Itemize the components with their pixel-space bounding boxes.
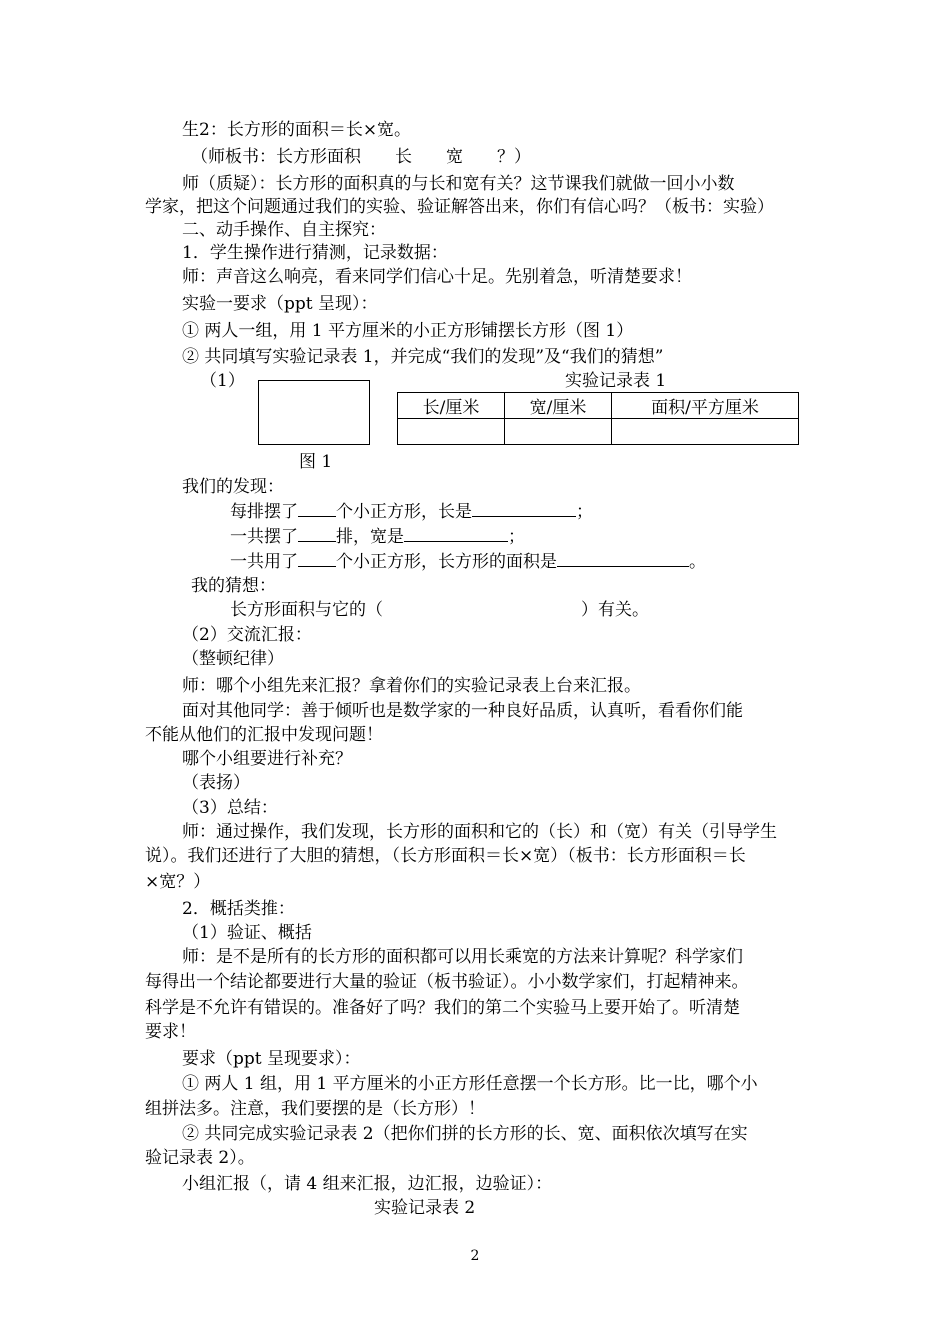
dialog-line: 师：是不是所有的长方形的面积都可以用长乘宽的方法来计算呢？科学家们 [182, 947, 743, 967]
finding-text: 个小正方形，长是 [336, 502, 472, 522]
requirement-heading: 要求（ppt 呈现要求）： [182, 1049, 361, 1069]
dialog-line: ×宽？） [145, 872, 211, 892]
requirement-item: ① 两人 1 组，用 1 平方厘米的小正方形任意摆一个长方形。比一比，哪个小 [182, 1074, 758, 1094]
fill-blank [298, 550, 336, 567]
finding-text: 。 [689, 552, 706, 572]
finding-text: 一共用了 [230, 552, 298, 572]
finding-line [230, 500, 593, 523]
dialog-line: 师：哪个小组先来汇报？拿着你们的实验记录表上台来汇报。 [182, 676, 641, 696]
finding-line [230, 525, 525, 548]
fill-blank [557, 550, 689, 567]
guess-line [230, 599, 649, 621]
dialog-line: 说）。我们还进行了大胆的猜想，（长方形面积＝长×宽）（板书：长方形面积＝长 [145, 846, 746, 866]
requirement-heading: 实验一要求（ppt 呈现）： [182, 294, 378, 314]
requirement-item: 组拼法多。注意，我们要摆的是（长方形）！ [145, 1099, 485, 1119]
dialog-line: 生2：长方形的面积＝长×宽。 [182, 120, 412, 140]
table-header-cell: 宽/厘米 [505, 393, 612, 419]
step-heading: （1）验证、概括 [182, 923, 312, 943]
guess-heading: 我的猜想： [191, 576, 276, 596]
figure-1-rectangle [258, 380, 370, 445]
findings-heading: 我们的发现： [182, 477, 284, 497]
step-heading: （2）交流汇报： [182, 625, 312, 645]
figure-caption: 图 1 [299, 452, 333, 472]
experiment-table-1 [397, 392, 799, 445]
page-number: 2 [470, 1248, 480, 1264]
step-heading: 2．概括类推： [182, 899, 295, 919]
dialog-line: 要求！ [145, 1022, 196, 1042]
dialog-line: （表扬） [182, 773, 250, 793]
finding-text: 排，宽是 [336, 527, 404, 547]
dialog-line: 师：通过操作，我们发现，长方形的面积和它的（长）和（宽）有关（引导学生 [182, 822, 777, 842]
step-heading: 1．学生操作进行猜测，记录数据： [182, 243, 448, 263]
dialog-line: 哪个小组要进行补充？ [182, 749, 352, 769]
dialog-line: （整顿纪律） [182, 649, 284, 669]
table2-title: 实验记录表 2 [374, 1198, 476, 1218]
table1-title: 实验记录表 1 [565, 371, 667, 391]
requirement-item: ② 共同完成实验记录表 2（把你们拼的长方形的长、宽、面积依次填写在实 [182, 1124, 748, 1144]
finding-text: 个小正方形，长方形的面积是 [336, 552, 557, 572]
table-header-cell: 面积/平方厘米 [612, 393, 799, 419]
finding-text: ； [576, 502, 593, 522]
finding-text: ； [508, 527, 525, 547]
figure-marker: （1） [200, 371, 245, 391]
fill-blank [472, 500, 576, 517]
table-row [398, 419, 799, 445]
dialog-line: 面对其他同学：善于倾听也是数学家的一种良好品质，认真听，看看你们能 [182, 701, 743, 721]
fill-blank [298, 500, 336, 517]
finding-line [230, 550, 706, 573]
fill-blank [404, 525, 508, 542]
dialog-line: （师板书：长方形面积 长 宽 ？） [191, 147, 531, 167]
dialog-line: 科学是不允许有错误的。准备好了吗？我们的第二个实验马上要开始了。听清楚 [145, 998, 740, 1018]
requirement-item: ② 共同填写实验记录表 1，并完成“我们的发现”及“我们的猜想” [182, 347, 664, 367]
dialog-line: 每得出一个结论都要进行大量的验证（板书验证）。小小数学家们，打起精神来。 [145, 972, 749, 992]
requirement-item: 验记录表 2）。 [145, 1148, 255, 1168]
guess-text: 长方形面积与它的（ [230, 600, 383, 620]
table-cell-empty [505, 419, 612, 445]
fill-blank [298, 525, 336, 542]
section-heading: 二、动手操作、自主探究： [182, 220, 386, 240]
guess-text: ）有关。 [581, 600, 649, 620]
finding-text: 每排摆了 [230, 502, 298, 522]
table-cell-empty [398, 419, 505, 445]
dialog-line: 学家，把这个问题通过我们的实验、验证解答出来，你们有信心吗？（板书：实验） [145, 197, 774, 217]
table-header-row [398, 393, 799, 419]
dialog-line: 小组汇报（，请 4 组来汇报，边汇报，边验证）： [182, 1174, 553, 1194]
finding-text: 一共摆了 [230, 527, 298, 547]
dialog-line: 师：声音这么响亮，看来同学们信心十足。先别着急，听清楚要求！ [182, 267, 692, 287]
dialog-line: 不能从他们的汇报中发现问题！ [145, 725, 383, 745]
table-cell-empty [612, 419, 799, 445]
step-heading: （3）总结： [182, 798, 278, 818]
dialog-line: 师（质疑）：长方形的面积真的与长和宽有关？这节课我们就做一回小小数 [182, 174, 735, 194]
requirement-item: ① 两人一组，用 1 平方厘米的小正方形铺摆长方形（图 1） [182, 321, 634, 341]
table-header-cell: 长/厘米 [398, 393, 505, 419]
